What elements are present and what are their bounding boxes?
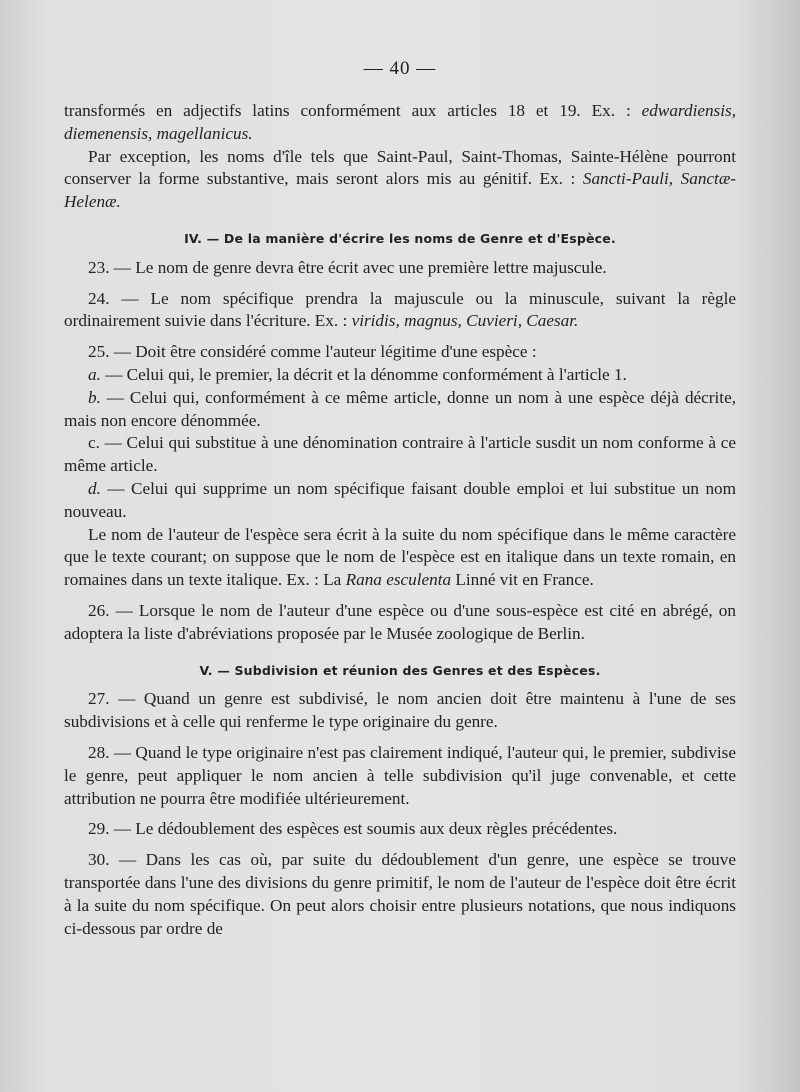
example-names: Sancti-Pauli, Sanctæ-Helenæ. [64, 169, 737, 212]
article-25-note: Le nom de l'auteur de l'espèce sera écrit à la suite du nom spécifique dans le même caractère que le texte courant; on suppose que le nom de l'espèce est en italique dans un texte romain, en romaines dans un texte italique. Ex. : La Rana esculenta Linné vit en France. [64, 524, 736, 590]
article-27: 27. — Quand un genre est subdivisé, le nom ancien doit être maintenu à l'une de ses subdivisions et à celle qui renferme le type originaire du genre. [64, 689, 736, 732]
species-name: Rana esculenta [345, 570, 452, 590]
article-25-b: b. — Celui qui, conformément à ce même article, donne un nom à une espèce déjà décrite, mais non encore dénommée. [64, 387, 737, 430]
article-29: 29. — Le dédoublement des espèces est soumis aux deux règles précédentes. [88, 819, 618, 839]
section-heading-v: V. — Subdivision et réunion des Genres et des Espèces. [199, 662, 601, 678]
article-26: 26. — Lorsque le nom de l'auteur d'une espèce ou d'une sous-espèce est cité en abrégé, on adoptera la liste d'abréviations proposée par le Musée zoologique de Berlin. [64, 600, 736, 643]
article-25: 25. — Doit être considéré comme l'auteur légitime d'une espèce : [88, 342, 537, 362]
article-28: 28. — Quand le type originaire n'est pas clairement indiqué, l'auteur qui, le premier, subdivise le genre, peut appliquer le nom ancien à telle subdivision qu'il juge convenable, et cette attribution ne pourra être modifiée ultérieurement. [64, 742, 736, 808]
example-names: edwardiensis, diemenensis, magellanicus. [64, 101, 737, 143]
article-30: 30. — Dans les cas où, par suite du dédoublement d'un genre, une espèce se trouve transportée dans l'une des divisions du genre primitif, le nom de l'auteur de l'espèce doit être écrit à la suite du nom spécifique. On peut alors choisir entre plusieurs notations, que nous indiquons ci-dessous par ordre de [64, 850, 736, 938]
paragraph-exception: Par exception, les noms d'île tels que Saint-Paul, Saint-Thomas, Sainte-Hélène pourront conserver la forme substantive, mais seront alors mis au génitif. Ex. : Sancti-Pauli, Sanctæ-Helenæ. [64, 146, 737, 212]
article-25-a: a. — Celui qui, le premier, la décrit et la dénomme conformément à l'article 1. [88, 364, 627, 384]
page-body [64, 100, 736, 940]
page-number: — 40 — [363, 58, 437, 79]
article-24: 24. — Le nom spécifique prendra la majuscule ou la minuscule, suivant la règle ordinairement suivie dans l'écriture. Ex. : viridis, magnus, Cuvieri, Caesar. [64, 288, 736, 331]
article-23: 23. — Le nom de genre devra être écrit avec une première lettre majuscule. [88, 257, 607, 277]
section-heading-iv: IV. — De la manière d'écrire les noms de Genre et d'Espèce. [184, 230, 616, 246]
article-25-c: c. — Celui qui substitue à une dénomination contraire à l'article susdit un nom conforme à ce même article. [64, 433, 736, 476]
example-names: viridis, magnus, Cuvieri, Caesar. [351, 311, 579, 331]
paragraph-continuation: transformés en adjectifs latins conformément aux articles 18 et 19. Ex. : edwardiensis, diemenensis, magellanicus. [64, 101, 737, 143]
article-25-d: d. — Celui qui supprime un nom spécifique faisant double emploi et lui substitue un nom nouveau. [64, 478, 737, 521]
